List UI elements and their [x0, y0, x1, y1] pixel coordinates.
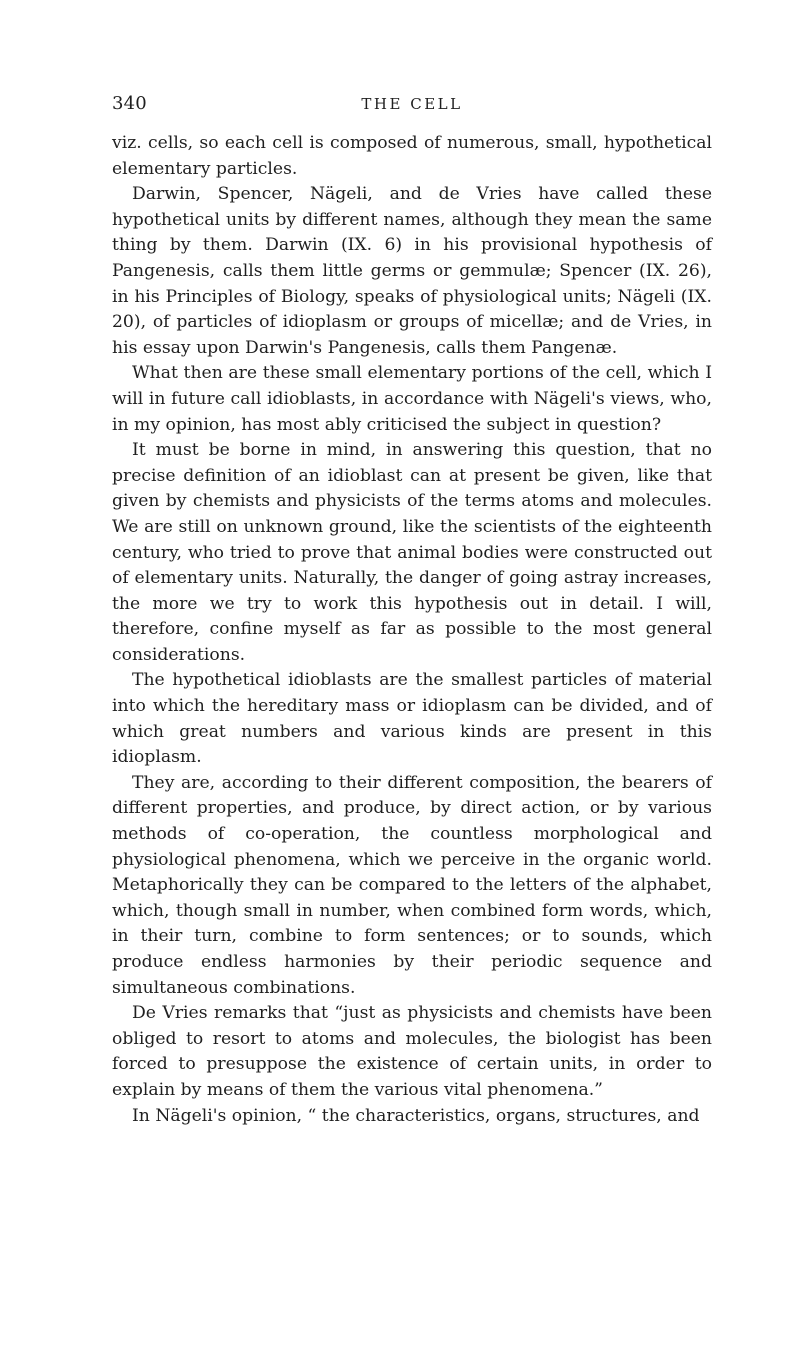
paragraph: What then are these small elementary portions of the cell, which I will in future call idioblasts, in accordance with Nägeli's views, who, in my opinion, has most ably criticised the subject in question? [112, 363, 712, 435]
paragraph: The hypothetical idioblasts are the smallest particles of material into which the hereditary mass or idioplasm can be divided, and of which great numbers and various kinds are present in this idioplasm. [112, 670, 712, 768]
page-number: 340 [112, 93, 147, 114]
running-title: THE CELL [361, 95, 463, 113]
paragraph: De Vries remarks that “just as physicists and chemists have been obliged to resort to atoms and molecules, the biologist has been forced to presuppose the existence of certain units, in order to explain by means of them the various vital phenomena.” [112, 1003, 712, 1100]
running-head [112, 93, 712, 117]
body-text [112, 131, 712, 1129]
paragraph: viz. cells, so each cell is composed of numerous, small, hypothetical elementary particles. [112, 133, 712, 179]
paragraph: They are, according to their different composition, the bearers of different properties, and produce, by direct action, or by various methods of co-operation, the countless morphological and physiological phenomena, which we perceive in the organic world. Metaphorically they can be compared to the letters of the alphabet, which, though small in number, when combined form words, which, in their turn, combine to form sentences; or to sounds, which produce endless harmonies by their periodic sequence and simultaneous combinations. [112, 772, 712, 998]
paragraph: In Nägeli's opinion, “ the characteristics, organs, structures, and [132, 1105, 700, 1126]
paragraph: It must be borne in mind, in answering this question, that no precise definition of an idioblast can at present be given, like that given by chemists and physicists of the terms atoms and molecules. We are still on unknown ground, like the scientists of the eighteenth century, who tried to prove that animal bodies were constructed out of elementary units. Naturally, the danger of going astray increases, the more we try to work this hypothesis out in detail. I will, therefore, confine myself as far as possible to the most general considerations. [112, 440, 712, 665]
paragraph: Darwin, Spencer, Nägeli, and de Vries have called these hypothetical units by different names, although they mean the same thing by them. Darwin (IX. 6) in his provisional hypothesis of Pangenesis, calls them little germs or gemmulæ; Spencer (IX. 26), in his Principles of Biology, speaks of physiological units; Nägeli (IX. 20), of particles of idioplasm or groups of micellæ; and de Vries, in his essay upon Darwin's Pangenesis, calls them Pangenæ. [112, 184, 712, 358]
